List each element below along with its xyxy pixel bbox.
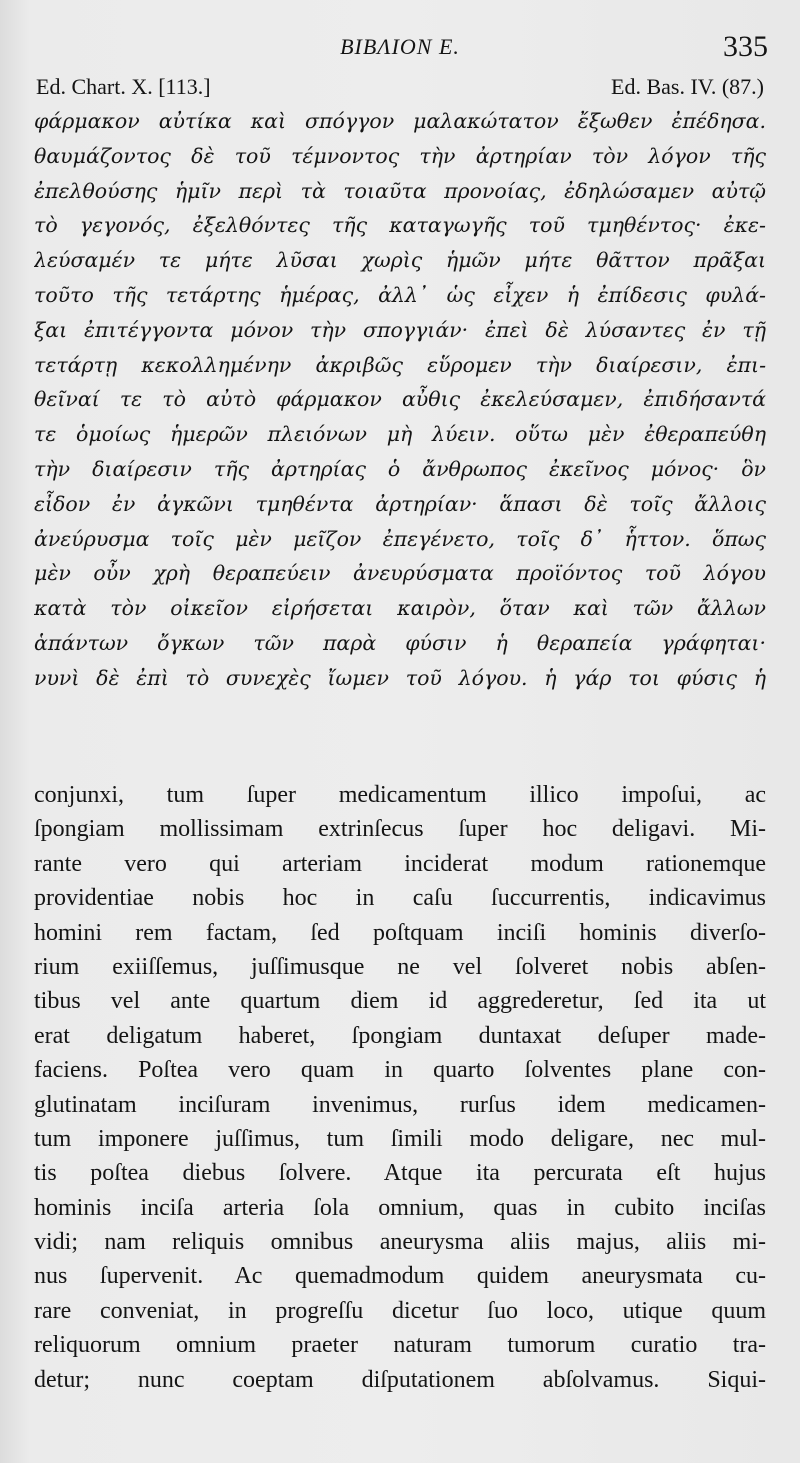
greek-line: κατὰ τὸν οἰκεῖον εἰρήσεται καιρὸν, ὅταν καὶ τῶν ἄλλων <box>34 596 766 621</box>
greek-line: τε ὁμοίως ἡμερῶν πλειόνων μὴ λύειν. οὕτω μὲν ἐθεραπεύθη <box>34 422 766 447</box>
latin-line: rium exiiſſemus, juſſimusque ne vel ſolveret nobis abſen- <box>34 953 766 980</box>
latin-line: rare conveniat, in progreſſu dicetur ſuo loco, utique quum <box>34 1297 766 1324</box>
latin-line: faciens. Poſtea vero quam in quarto ſolventes plane con- <box>34 1057 766 1084</box>
latin-line: hominis inciſa arteria ſola omnium, quas in cubito inciſas <box>34 1194 766 1221</box>
greek-line: ἐπελθούσης ἡμῖν περὶ τὰ τοιαῦτα προνοίας, ἐδηλώσαμεν αὐτῷ <box>34 178 766 203</box>
latin-line: glutinatam inciſuram invenimus, rurſus idem medicamen- <box>34 1091 766 1118</box>
greek-line: φάρμακον αὐτίκα καὶ σπόγγον μαλακώτατον ἔξωθεν ἐπέδησα. <box>34 109 766 133</box>
greek-line: θεῖναί τε τὸ αὐτὸ φάρμακον αὖθις ἐκελεύσαμεν, ἐπιδήσαντά <box>34 387 766 412</box>
greek-line: τὴν διαίρεσιν τῆς ἀρτηρίας ὁ ἄνθρωπος ἐκεῖνος μόνος· ὃν <box>34 456 766 481</box>
latin-line: erat deligatum haberet, ſpongiam duntaxat deſuper made- <box>34 1022 766 1049</box>
latin-line: vidi; nam reliquis omnibus aneurysma aliis majus, aliis mi- <box>34 1229 766 1256</box>
edition-reference-line <box>36 74 764 104</box>
latin-line: nus ſupervenit. Ac quemadmodum quidem aneurysmata cu- <box>34 1263 766 1290</box>
greek-line: εἶδον ἐν ἀγκῶνι τμηθέντα ἀρτηρίαν· ἅπασι δὲ τοῖς ἄλλοις <box>34 491 766 516</box>
greek-line: ἀνεύρυσμα τοῖς μὲν μεῖζον ἐπεγένετο, τοῖς δ᾽ ἧττον. ὅπως <box>34 526 766 551</box>
latin-line: providentiae nobis hoc in caſu ſuccurrentis, indicavimus <box>34 885 766 912</box>
greek-text-block <box>34 104 766 696</box>
latin-line: tibus vel ante quartum diem id aggrederetur, ſed ita ut <box>34 988 766 1015</box>
greek-line: θαυμάζοντος δὲ τοῦ τέμνοντος τὴν ἀρτηρίαν τὸν λόγον τῆς <box>34 143 766 168</box>
greek-line: μὲν οὖν χρὴ θεραπεύειν ἀνευρύσματα προϊόντος τοῦ λόγου <box>34 561 766 586</box>
greek-line: τοῦτο τῆς τετάρτης ἡμέρας, ἀλλ᾽ ὡς εἶχεν ἡ ἐπίδεσις φυλά- <box>34 282 766 307</box>
latin-line: detur; nunc coeptam diſputationem abſolvamus. Siqui- <box>34 1366 766 1393</box>
greek-line: ξαι ἐπιτέγγοντα μόνον τὴν σπογγιάν· ἐπεὶ δὲ λύσαντες ἐν τῇ <box>34 317 766 342</box>
latin-line: tis poſtea diebus ſolvere. Atque ita percurata eſt hujus <box>34 1160 766 1187</box>
latin-line: homini rem factam, ſed poſtquam inciſi hominis diverſo- <box>34 919 766 946</box>
greek-line: ἁπάντων ὄγκων τῶν παρὰ φύσιν ἡ θεραπεία γράφηται· <box>34 630 766 655</box>
running-title: ΒΙΒΛΙΟΝ Ε. <box>340 34 460 59</box>
latin-line: conjunxi, tum ſuper medicamentum illico impoſui, ac <box>34 782 766 808</box>
page-number: 335 <box>723 30 768 63</box>
edition-basel-reference: Ed. Bas. IV. (87.) <box>611 74 764 99</box>
latin-line: reliquorum omnium praeter naturam tumorum curatio tra- <box>34 1332 766 1359</box>
latin-line: tum imponere juſſimus, tum ſimili modo deligare, nec mul- <box>34 1125 766 1152</box>
running-head <box>30 28 770 64</box>
greek-line: τὸ γεγονός, ἐξελθόντες τῆς καταγωγῆς τοῦ τμηθέντος· ἐκε- <box>34 213 766 238</box>
latin-line: ſpongiam mollissimam extrinſecus ſuper hoc deligavi. Mi- <box>34 816 766 843</box>
latin-text-block <box>34 778 766 1397</box>
edition-chartier-reference: Ed. Chart. X. [113.] <box>36 74 211 99</box>
greek-line: λεύσαμέν τε μήτε λῦσαι χωρὶς ἡμῶν μήτε θᾶττον πρᾶξαι <box>34 248 766 273</box>
greek-line: τετάρτῃ κεκολλημένην ἀκριβῶς εὕρομεν τὴν διαίρεσιν, ἐπι- <box>34 352 766 377</box>
latin-line: rante vero qui arteriam inciderat modum rationemque <box>34 850 766 877</box>
greek-line: νυνὶ δὲ ἐπὶ τὸ συνεχὲς ἴωμεν τοῦ λόγου. ἡ γάρ τοι φύσις ἡ <box>34 665 766 690</box>
